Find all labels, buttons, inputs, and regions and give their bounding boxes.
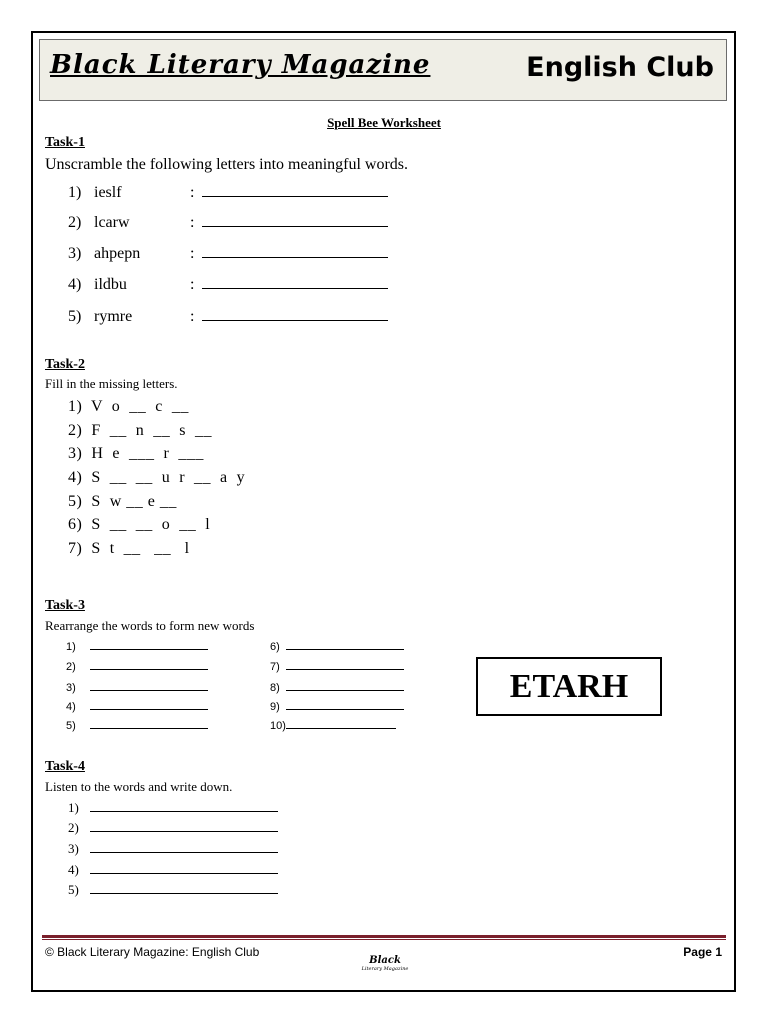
task3-item — [270, 639, 404, 653]
task3-item — [270, 718, 396, 732]
task4-item — [68, 882, 278, 898]
item-number: 6) — [270, 641, 280, 653]
task3-item — [270, 699, 404, 713]
source-word-box: ETARH — [476, 657, 662, 716]
task2-heading: Task-2 — [45, 357, 85, 372]
answer-line[interactable] — [286, 680, 404, 691]
task2-instruction: Fill in the missing letters. — [45, 376, 178, 391]
logo-line2: Literary Magazine — [361, 966, 409, 972]
task1-item — [68, 243, 388, 263]
item-number: 10) — [270, 720, 286, 732]
answer-line[interactable] — [90, 659, 208, 670]
task1-item — [68, 274, 388, 294]
answer-line[interactable] — [90, 820, 278, 832]
answer-line[interactable] — [286, 639, 404, 650]
task2-item: 2) F __ n __ s __ — [68, 422, 212, 439]
item-number: 1) — [68, 800, 79, 815]
separator: : — [190, 214, 195, 231]
task4-item — [68, 862, 278, 878]
task1-heading: Task-1 — [45, 135, 85, 150]
answer-line[interactable] — [90, 862, 278, 874]
separator: : — [190, 308, 195, 325]
item-number: 1) — [68, 184, 82, 201]
item-number: 8) — [270, 682, 280, 694]
answer-line[interactable] — [90, 718, 208, 729]
page-number: Page 1 — [683, 945, 722, 959]
task1-item — [68, 212, 388, 232]
answer-line[interactable] — [90, 800, 278, 812]
answer-line[interactable] — [90, 882, 278, 894]
task3-item — [66, 680, 208, 694]
task1-instruction: Unscramble the following letters into meaningful words. — [45, 156, 409, 173]
magazine-logo — [340, 955, 430, 972]
separator: : — [190, 184, 195, 201]
answer-line[interactable] — [202, 274, 388, 289]
answer-line[interactable] — [202, 212, 388, 227]
footer-copyright: © Black Literary Magazine: English Club — [45, 945, 260, 959]
item-number: 2) — [68, 214, 82, 231]
task3-item — [270, 659, 404, 673]
task4-item — [68, 800, 278, 816]
scrambled-word: ahpepn — [94, 245, 141, 262]
worksheet-title: Spell Bee Worksheet — [327, 115, 441, 130]
header-banner — [39, 39, 727, 101]
item-number: 3) — [68, 245, 82, 262]
scrambled-word: lcarw — [94, 214, 130, 231]
task2-item: 6) S __ __ o __ l — [68, 516, 211, 533]
separator: : — [190, 245, 195, 262]
task3-item — [66, 639, 208, 653]
task4-item — [68, 841, 278, 857]
answer-line[interactable] — [202, 306, 388, 321]
separator: : — [190, 276, 195, 293]
task3-heading: Task-3 — [45, 598, 85, 613]
club-title: English Club — [526, 52, 714, 83]
item-number: 5) — [68, 308, 82, 325]
answer-line[interactable] — [90, 699, 208, 710]
task2-item: 7) S t __ __ l — [68, 540, 190, 557]
logo-line1: Black — [369, 955, 401, 966]
task3-item — [66, 659, 208, 673]
scrambled-word: rymre — [94, 308, 133, 325]
task2-item: 3) H e ___ r ___ — [68, 445, 204, 462]
magazine-title: Black Literary Magazine — [50, 50, 431, 80]
answer-line[interactable] — [286, 718, 396, 729]
task1-item — [68, 182, 388, 202]
task3-item — [66, 718, 208, 732]
scrambled-word: ildbu — [94, 276, 127, 293]
item-number: 3) — [68, 841, 79, 856]
task2-item: 1) V o __ c __ — [68, 398, 189, 415]
item-number: 5) — [66, 720, 76, 732]
item-number: 1) — [66, 641, 76, 653]
answer-line[interactable] — [286, 659, 404, 670]
item-number: 5) — [68, 882, 79, 897]
task4-instruction: Listen to the words and write down. — [45, 779, 233, 794]
answer-line[interactable] — [286, 699, 404, 710]
item-number: 7) — [270, 661, 280, 673]
task2-item: 4) S __ __ u r __ a y — [68, 469, 246, 486]
item-number: 2) — [68, 820, 79, 835]
answer-line[interactable] — [90, 841, 278, 853]
task3-item — [270, 680, 404, 694]
answer-line[interactable] — [90, 639, 208, 650]
answer-line[interactable] — [202, 243, 388, 258]
item-number: 4) — [68, 276, 82, 293]
task4-item — [68, 820, 278, 836]
scrambled-word: ieslf — [94, 184, 122, 201]
item-number: 4) — [68, 862, 79, 877]
task1-item — [68, 306, 388, 326]
task4-heading: Task-4 — [45, 759, 85, 774]
item-number: 4) — [66, 701, 76, 713]
task2-item: 5) S w __ e __ — [68, 493, 177, 510]
answer-line[interactable] — [202, 182, 388, 197]
task3-instruction: Rearrange the words to form new words — [45, 618, 255, 633]
answer-line[interactable] — [90, 680, 208, 691]
item-number: 9) — [270, 701, 280, 713]
task3-item — [66, 699, 208, 713]
item-number: 3) — [66, 682, 76, 694]
footer-divider — [42, 939, 726, 940]
footer-divider — [42, 935, 726, 938]
item-number: 2) — [66, 661, 76, 673]
